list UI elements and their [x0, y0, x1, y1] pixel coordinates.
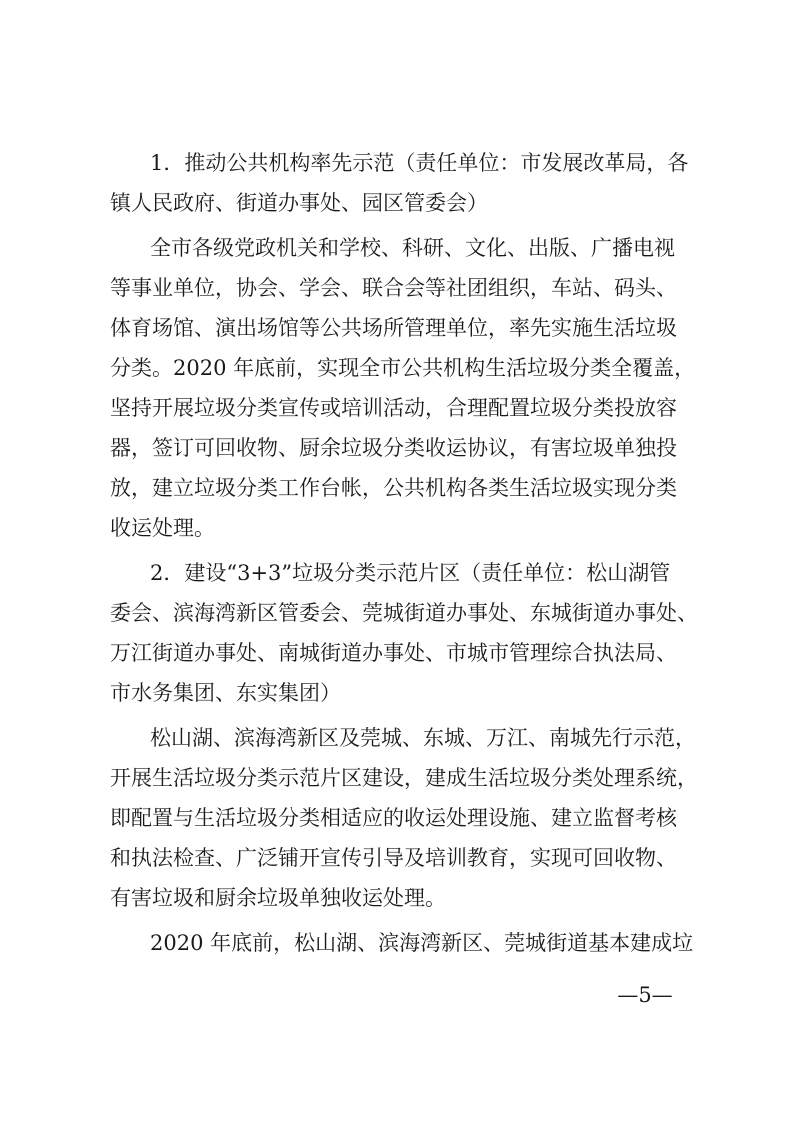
text-line: 放，建立垃圾分类工作台帐，公共机构各类生活垃圾实现分类: [110, 476, 677, 500]
text-line: 2．建设“3+3”垃圾分类示范片区（责任单位：松山湖管: [150, 561, 671, 585]
text-line: 松山湖、滨海湾新区及莞城、东城、万江、南城先行示范，: [150, 726, 696, 750]
text-line: 等事业单位，协会、学会、联合会等社团组织，车站、码头、: [110, 276, 677, 300]
text-line: 开展生活垃圾分类示范片区建设，建成生活垃圾分类处理系统，: [110, 766, 698, 790]
text-line: 市水务集团、东实集团）: [110, 681, 341, 705]
text-line: 和执法检查、广泛铺开宣传引导及培训教育，实现可回收物、: [110, 846, 677, 870]
text-line: 全市各级党政机关和学校、科研、文化、出版、广播电视: [150, 236, 675, 260]
text-line: 委会、滨海湾新区管委会、莞城街道办事处、东城街道办事处、: [110, 601, 698, 625]
text-line: 坚持开展垃圾分类宣传或培训活动，合理配置垃圾分类投放容: [110, 396, 677, 420]
text-line: 即配置与生活垃圾分类相适应的收运处理设施、建立监督考核: [110, 806, 677, 830]
text-line: 收运处理。: [110, 516, 215, 540]
text-line: 体育场馆、演出场馆等公共场所管理单位，率先实施生活垃圾: [110, 316, 677, 340]
text-line: 有害垃圾和厨余垃圾单独收运处理。: [110, 886, 446, 910]
text-line: 器，签订可回收物、厨余垃圾分类收运协议，有害垃圾单独投: [110, 436, 677, 460]
text-line: 1．推动公共机构率先示范（责任单位：市发展改革局，各: [150, 151, 689, 175]
page-number: —5—: [617, 983, 673, 1007]
text-line: 2020 年底前，松山湖、滨海湾新区、莞城街道基本建成垃: [150, 931, 694, 955]
text-line: 万江街道办事处、南城街道办事处、市城市管理综合执法局、: [110, 641, 677, 665]
text-line: 分类。2020 年底前，实现全市公共机构生活垃圾分类全覆盖，: [110, 356, 696, 380]
text-line: 镇人民政府、街道办事处、园区管委会）: [110, 191, 488, 215]
